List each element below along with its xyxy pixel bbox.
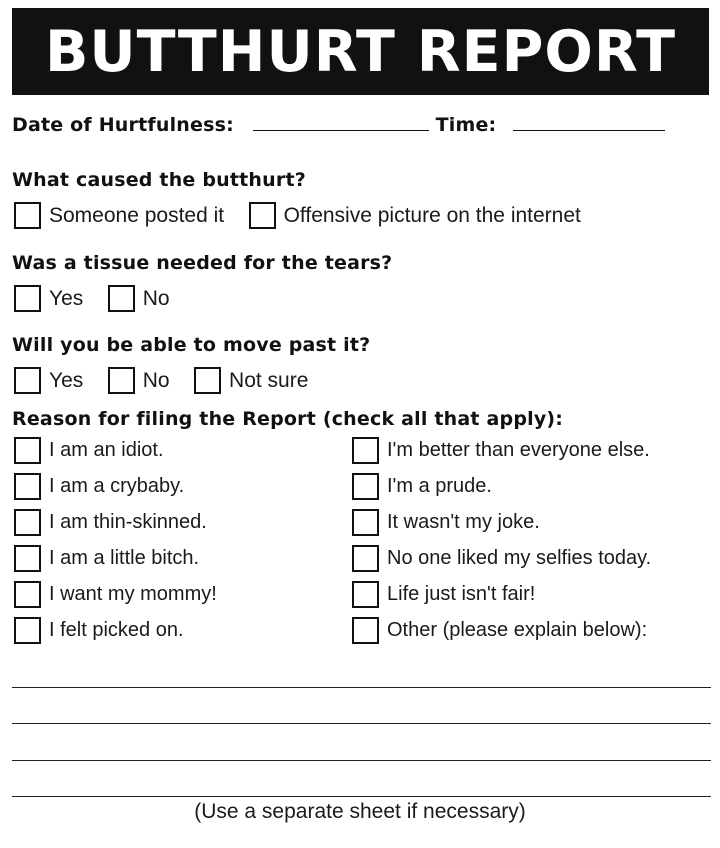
checkbox[interactable] — [14, 367, 41, 394]
checkbox[interactable] — [352, 473, 379, 500]
question-cause: What caused the butthurt? — [12, 169, 306, 191]
explanation-line-3[interactable] — [12, 760, 711, 761]
time-label: Time: — [435, 114, 497, 136]
option-label: Yes — [49, 368, 84, 392]
explanation-line-2[interactable] — [12, 723, 711, 724]
tissue-options — [14, 285, 190, 317]
explanation-line-1[interactable] — [12, 687, 711, 688]
reason-label: I am thin-skinned. — [49, 511, 207, 533]
reason-label: I'm better than everyone else. — [387, 439, 650, 461]
report-title: BUTTHURT REPORT — [44, 18, 677, 85]
checkbox[interactable] — [352, 581, 379, 608]
reason-left-4[interactable] — [14, 545, 199, 572]
option-label: Someone posted it — [49, 203, 225, 227]
reason-right-4[interactable] — [352, 545, 651, 572]
reason-label: Other (please explain below): — [387, 619, 648, 641]
reason-label: No one liked my selfies today. — [387, 547, 652, 569]
checkbox[interactable] — [14, 202, 41, 229]
checkbox[interactable] — [14, 473, 41, 500]
reason-label: I am a crybaby. — [49, 475, 185, 497]
move-past-options — [14, 367, 328, 399]
time-field[interactable] — [513, 115, 665, 131]
option-not-sure[interactable] — [194, 367, 308, 394]
option-yes[interactable] — [14, 285, 83, 312]
checkbox[interactable] — [108, 285, 135, 312]
option-someone-posted-it[interactable] — [14, 202, 224, 229]
reason-left-2[interactable] — [14, 473, 184, 500]
option-label: Offensive picture on the internet — [283, 203, 581, 227]
option-label: Yes — [49, 286, 84, 310]
checkbox[interactable] — [352, 617, 379, 644]
footnote: (Use a separate sheet if necessary) — [194, 800, 526, 823]
option-no[interactable] — [108, 367, 170, 394]
option-no[interactable] — [108, 285, 170, 312]
option-label: Not sure — [229, 368, 309, 392]
checkbox[interactable] — [352, 545, 379, 572]
title-banner — [12, 8, 709, 95]
checkbox[interactable] — [352, 437, 379, 464]
reason-label: I felt picked on. — [49, 619, 184, 641]
question-tissue: Was a tissue needed for the tears? — [12, 252, 393, 274]
reason-label: I want my mommy! — [49, 583, 217, 605]
reason-right-5[interactable] — [352, 581, 535, 608]
reason-label: I am an idiot. — [49, 439, 164, 461]
checkbox[interactable] — [14, 545, 41, 572]
checkbox[interactable] — [108, 367, 135, 394]
checkbox[interactable] — [14, 437, 41, 464]
reasons-heading: Reason for filing the Report (check all that apply): — [12, 408, 564, 430]
checkbox[interactable] — [14, 581, 41, 608]
option-yes[interactable] — [14, 367, 83, 394]
checkbox[interactable] — [352, 509, 379, 536]
option-label: No — [142, 368, 170, 392]
reason-left-1[interactable] — [14, 437, 164, 464]
explanation-line-4[interactable] — [12, 796, 711, 797]
reason-right-6[interactable] — [352, 617, 647, 644]
checkbox[interactable] — [14, 617, 41, 644]
checkbox[interactable] — [14, 509, 41, 536]
cause-options — [14, 202, 601, 234]
checkbox[interactable] — [14, 285, 41, 312]
reason-right-2[interactable] — [352, 473, 492, 500]
reason-left-5[interactable] — [14, 581, 217, 608]
checkbox[interactable] — [194, 367, 221, 394]
reason-right-1[interactable] — [352, 437, 650, 464]
reason-label: I am a little bitch. — [49, 547, 200, 569]
option-label: No — [142, 286, 170, 310]
question-move-past: Will you be able to move past it? — [12, 334, 371, 356]
reason-left-6[interactable] — [14, 617, 184, 644]
date-field[interactable] — [253, 115, 429, 131]
reason-left-3[interactable] — [14, 509, 207, 536]
reason-label: I'm a prude. — [387, 475, 492, 497]
date-time-row — [12, 114, 665, 136]
reason-right-3[interactable] — [352, 509, 540, 536]
option-offensive-picture[interactable] — [249, 202, 581, 229]
reason-label: It wasn't my joke. — [387, 511, 540, 533]
checkbox[interactable] — [249, 202, 276, 229]
reason-label: Life just isn't fair! — [387, 583, 536, 605]
date-label: Date of Hurtfulness: — [12, 114, 234, 136]
